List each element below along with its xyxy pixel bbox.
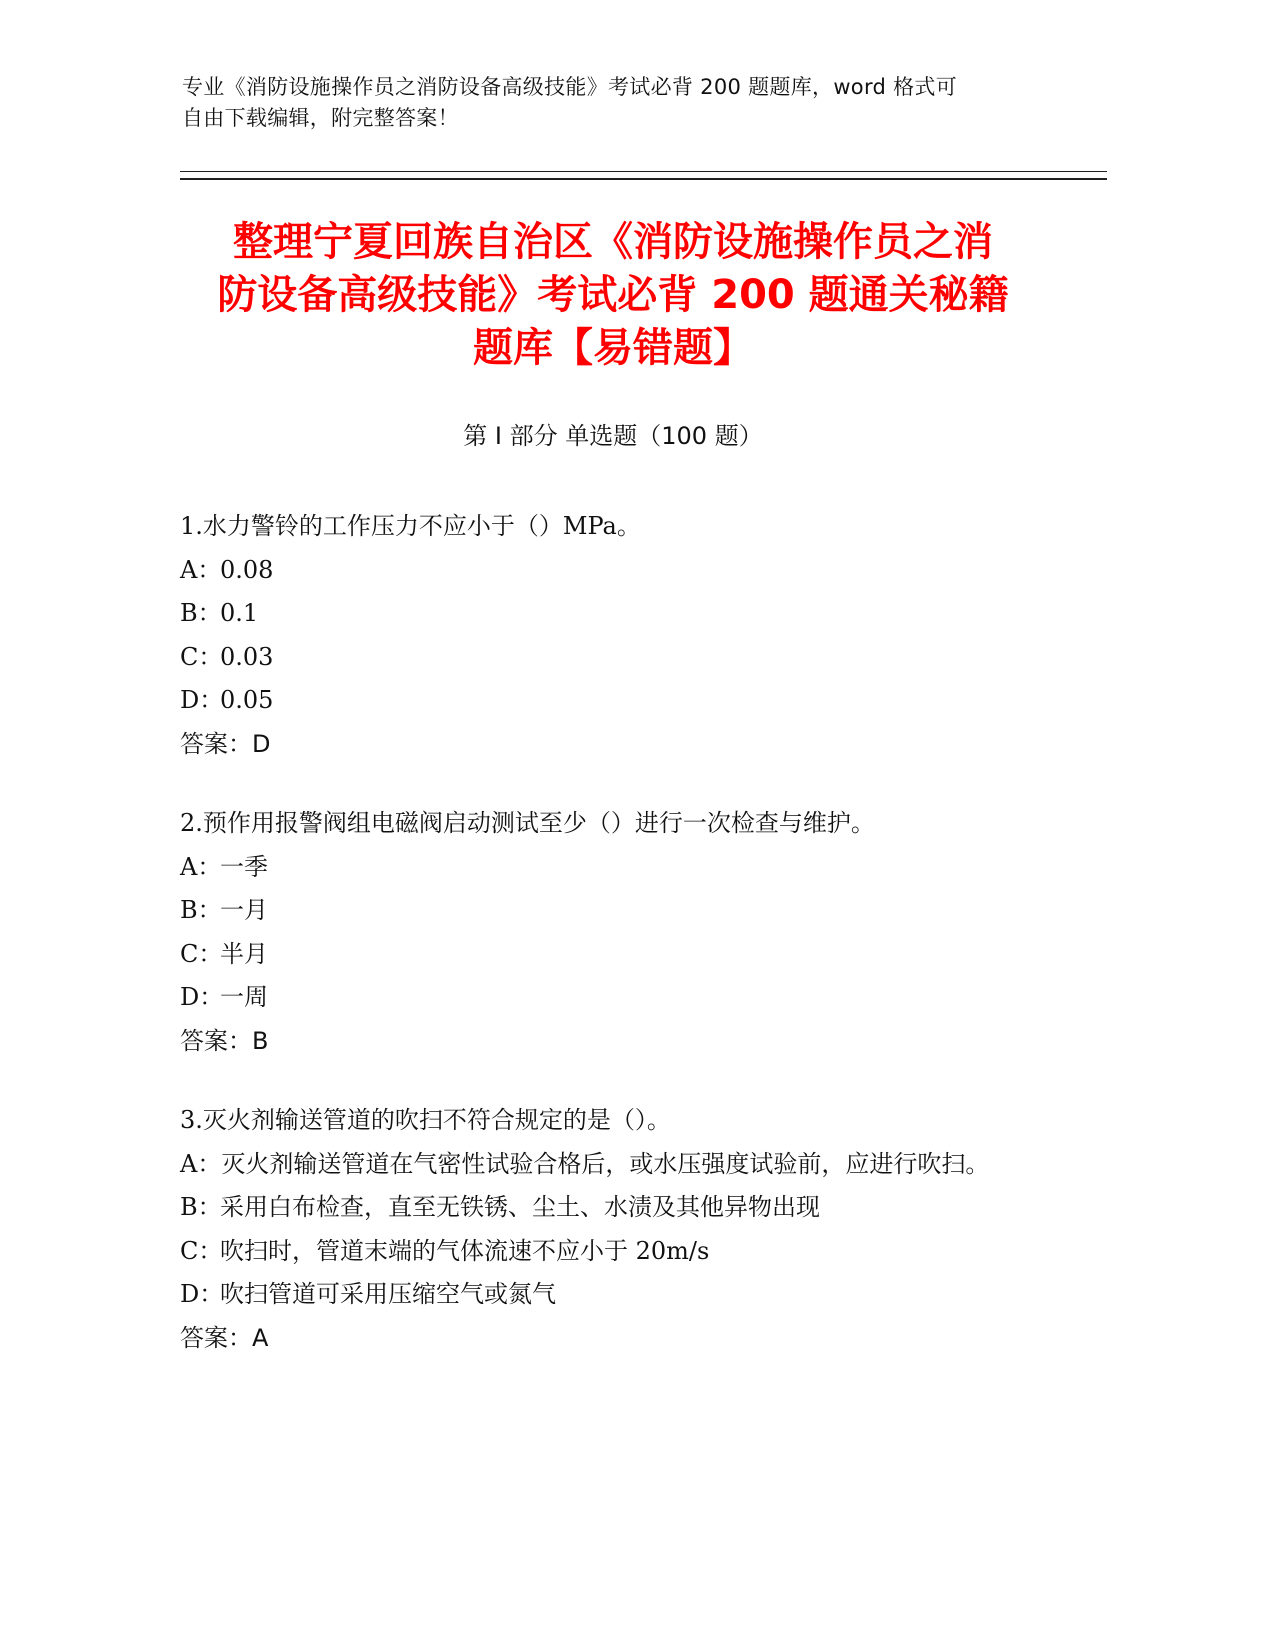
question-item <box>180 505 1040 766</box>
title-line-1: 整理宁夏回族自治区《消防设施操作员之消 <box>233 219 993 265</box>
option-a <box>180 549 1040 593</box>
option-text: 吹扫时，管道末端的气体流速不应小于 20m/s <box>220 1236 710 1265</box>
option-label: A： <box>180 555 222 584</box>
option-text: 0.1 <box>220 599 259 627</box>
option-label: C： <box>180 642 223 671</box>
option-text: 0.03 <box>220 642 274 671</box>
option-text: 半月 <box>220 939 268 968</box>
header-divider-thin <box>180 171 1107 172</box>
option-c <box>180 933 1040 977</box>
answer-line: 答案：D <box>180 729 271 758</box>
option-a <box>180 1143 1040 1187</box>
question-item <box>180 802 1040 1063</box>
header-line-1: 专业《消防设施操作员之消防设备高级技能》考试必背 200 题题库，word 格式可 <box>182 75 958 99</box>
option-text: 0.08 <box>220 555 274 584</box>
question-stem: 2.预作用报警阀组电磁阀启动测试至少（）进行一次检查与维护。 <box>180 809 875 837</box>
header-line-2: 自由下载编辑，附完整答案！ <box>182 106 459 130</box>
question-stem: 1.水力警铃的工作压力不应小于（）MPa。 <box>180 512 641 540</box>
option-d <box>180 976 1040 1020</box>
question-stem: 3.灭火剂输送管道的吹扫不符合规定的是（）。 <box>180 1106 671 1134</box>
option-b <box>180 1186 1040 1230</box>
option-label: B： <box>180 599 222 627</box>
option-b <box>180 889 1040 933</box>
option-text: 灭火剂输送管道在气密性试验合格后，或水压强度试验前，应进行吹扫。 <box>221 1149 990 1178</box>
option-label: A： <box>180 1149 222 1178</box>
option-text: 一周 <box>220 983 268 1011</box>
option-label: C： <box>180 1236 223 1265</box>
document-title <box>180 216 1046 375</box>
header-divider-thick <box>180 178 1107 180</box>
option-text: 一月 <box>220 896 268 924</box>
option-label: B： <box>180 1193 222 1221</box>
option-text: 0.05 <box>220 686 274 714</box>
answer-line: 答案：A <box>180 1323 269 1352</box>
option-d <box>180 679 1040 723</box>
section-heading: 第 I 部分 单选题（100 题） <box>463 422 763 450</box>
option-d <box>180 1273 1040 1317</box>
question-item <box>180 1099 1040 1360</box>
option-label: D： <box>180 686 224 714</box>
title-line-2: 防设备高级技能》考试必背 200 题通关秘籍 <box>217 272 1009 318</box>
option-a <box>180 846 1040 890</box>
question-list <box>180 505 1040 1396</box>
option-text: 一季 <box>220 852 268 881</box>
option-label: A： <box>180 852 222 881</box>
option-label: B： <box>180 896 222 924</box>
option-text: 吹扫管道可采用压缩空气或氮气 <box>220 1280 556 1308</box>
document-header <box>182 72 1032 134</box>
answer-line: 答案：B <box>180 1026 269 1055</box>
option-label: D： <box>180 1280 224 1308</box>
option-label: D： <box>180 983 224 1011</box>
title-line-3: 题库【易错题】 <box>473 325 753 371</box>
option-c <box>180 1230 1040 1274</box>
option-c <box>180 636 1040 680</box>
option-label: C： <box>180 939 223 968</box>
option-text: 采用白布检查，直至无铁锈、尘土、水渍及其他异物出现 <box>220 1193 820 1221</box>
option-b <box>180 592 1040 636</box>
